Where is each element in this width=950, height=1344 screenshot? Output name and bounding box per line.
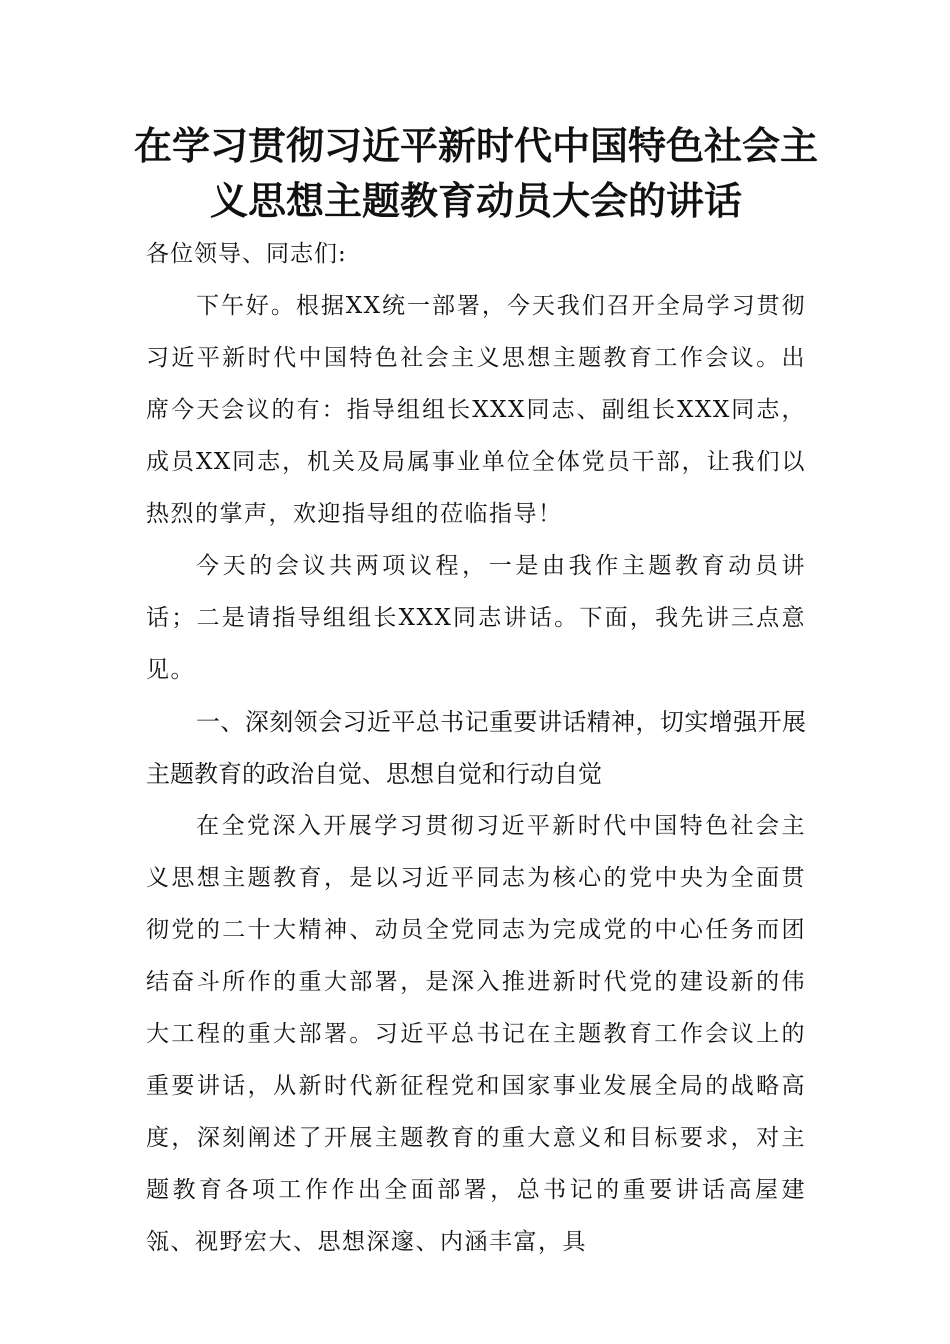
salutation: 各位领导、同志们:: [146, 241, 347, 267]
paragraph-greeting: 下午好。根据XX统一部署，今天我们召开全局学习贯彻习近平新时代中国特色社会主义思想主题教育工作会议。出席今天会议的有：指导组组长XXX同志、副组长XXX同志，成员XX同志，机关及局属事业单位全体党员干部，让我们以热烈的掌声，欢迎指导组的莅临指导！: [146, 293, 806, 527]
section-heading: 一、深刻领会习近平总书记重要讲话精神，切实增强开展主题教育的政治自觉、思想自觉和行动自觉: [146, 708, 806, 788]
paragraph-section-body: 在全党深入开展学习贯彻习近平新时代中国特色社会主义思想主题教育，是以习近平同志为核心的党中央为全面贯彻党的二十大精神、动员全党同志为完成党的中心任务而团结奋斗所作的重大部署，是深入推进新时代党的建设新的伟大工程的重大部署。习近平总书记在主题教育工作会议上的重要讲话，从新时代新征程党和国家事业发展全局的战略高度，深刻阐述了开展主题教育的重大意义和目标要求，对主题教育各项工作作出全面部署，总书记的重要讲话高屋建瓴、视野宏大、思想深邃、内涵丰富，具: [146, 813, 806, 1255]
document-page: [134, 118, 819, 1268]
document-title: 在学习贯彻习近平新时代中国特色社会主义思想主题教育动员大会的讲话: [134, 123, 819, 223]
paragraph-agenda: 今天的会议共两项议程，一是由我作主题教育动员讲话；二是请指导组组长XXX同志讲话。下面，我先讲三点意见。: [146, 553, 806, 683]
